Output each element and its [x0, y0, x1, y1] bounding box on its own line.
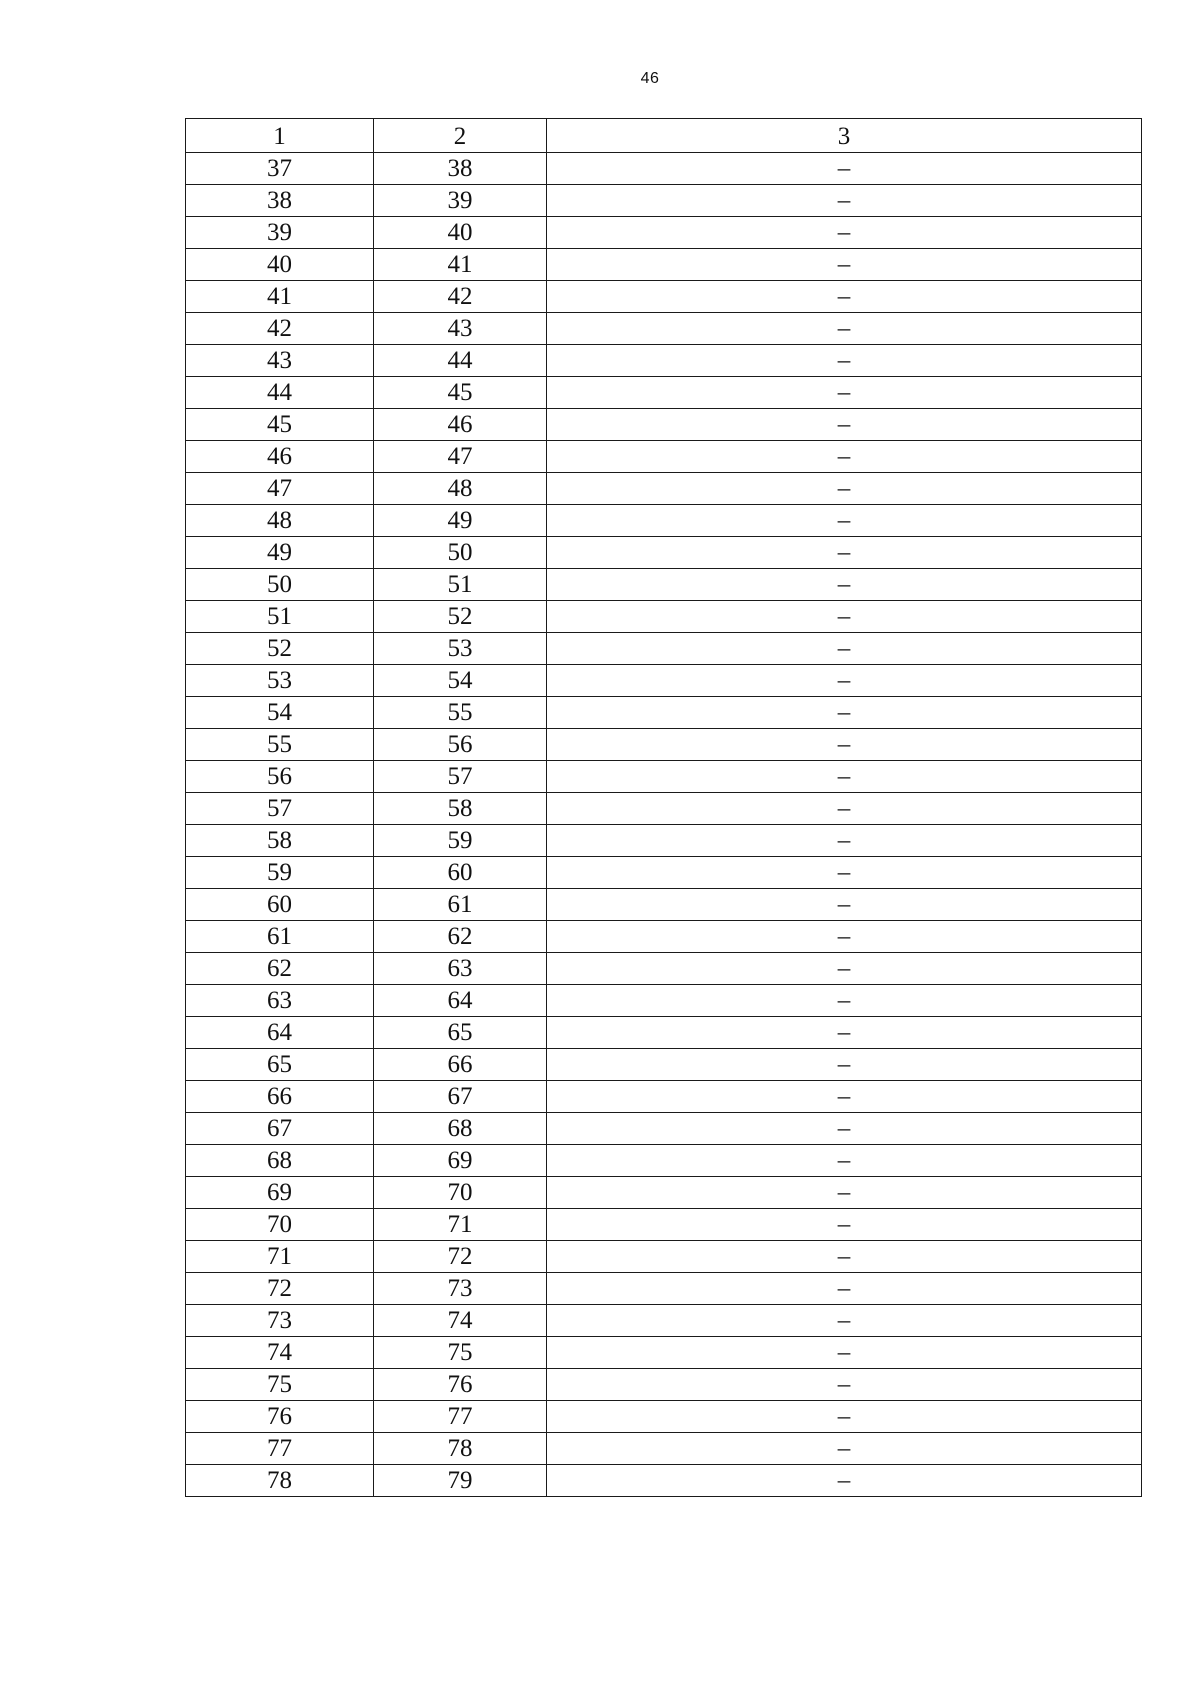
table-row [186, 281, 1142, 313]
cell-col-2: 62 [374, 921, 547, 953]
cell-col-2: 45 [374, 377, 547, 409]
table-row [186, 377, 1142, 409]
cell-col-1: 62 [186, 953, 374, 985]
column-header-3: 3 [547, 119, 1142, 153]
cell-col-2: 66 [374, 1049, 547, 1081]
cell-col-3: – [547, 793, 1142, 825]
table-row [186, 665, 1142, 697]
table-row [186, 185, 1142, 217]
table-row [186, 313, 1142, 345]
table-row [186, 1177, 1142, 1209]
cell-col-1: 47 [186, 473, 374, 505]
cell-col-3: – [547, 665, 1142, 697]
cell-col-2: 42 [374, 281, 547, 313]
cell-col-1: 41 [186, 281, 374, 313]
cell-col-3: – [547, 569, 1142, 601]
cell-col-1: 43 [186, 345, 374, 377]
table-row [186, 505, 1142, 537]
cell-col-1: 48 [186, 505, 374, 537]
cell-col-1: 70 [186, 1209, 374, 1241]
table-row [186, 953, 1142, 985]
table-row [186, 1209, 1142, 1241]
cell-col-2: 76 [374, 1369, 547, 1401]
table-header-row [186, 119, 1142, 153]
cell-col-3: – [547, 1433, 1142, 1465]
cell-col-3: – [547, 1049, 1142, 1081]
data-table [185, 118, 1142, 1497]
cell-col-3: – [547, 1337, 1142, 1369]
table-row [186, 1081, 1142, 1113]
cell-col-3: – [547, 1305, 1142, 1337]
cell-col-3: – [547, 1241, 1142, 1273]
cell-col-2: 70 [374, 1177, 547, 1209]
cell-col-2: 68 [374, 1113, 547, 1145]
cell-col-2: 73 [374, 1273, 547, 1305]
cell-col-1: 60 [186, 889, 374, 921]
cell-col-2: 69 [374, 1145, 547, 1177]
cell-col-3: – [547, 217, 1142, 249]
table-row [186, 1401, 1142, 1433]
cell-col-1: 72 [186, 1273, 374, 1305]
cell-col-1: 75 [186, 1369, 374, 1401]
cell-col-2: 39 [374, 185, 547, 217]
cell-col-3: – [547, 1177, 1142, 1209]
table-row [186, 217, 1142, 249]
table-row [186, 921, 1142, 953]
cell-col-1: 57 [186, 793, 374, 825]
cell-col-1: 49 [186, 537, 374, 569]
cell-col-3: – [547, 441, 1142, 473]
cell-col-2: 50 [374, 537, 547, 569]
cell-col-3: – [547, 345, 1142, 377]
table-body [186, 153, 1142, 1497]
cell-col-1: 63 [186, 985, 374, 1017]
cell-col-2: 49 [374, 505, 547, 537]
cell-col-2: 64 [374, 985, 547, 1017]
table-row [186, 1049, 1142, 1081]
table-row [186, 793, 1142, 825]
table-row [186, 441, 1142, 473]
cell-col-1: 45 [186, 409, 374, 441]
table-row [186, 1145, 1142, 1177]
cell-col-2: 55 [374, 697, 547, 729]
table-row [186, 985, 1142, 1017]
cell-col-2: 43 [374, 313, 547, 345]
table-row [186, 1273, 1142, 1305]
cell-col-2: 52 [374, 601, 547, 633]
page-number: 46 [640, 70, 660, 87]
cell-col-1: 65 [186, 1049, 374, 1081]
cell-col-1: 56 [186, 761, 374, 793]
cell-col-1: 40 [186, 249, 374, 281]
cell-col-1: 76 [186, 1401, 374, 1433]
cell-col-3: – [547, 697, 1142, 729]
column-header-1: 1 [186, 119, 374, 153]
table-row [186, 633, 1142, 665]
table-row [186, 1305, 1142, 1337]
table-row [186, 601, 1142, 633]
table-row [186, 409, 1142, 441]
table-row [186, 1369, 1142, 1401]
table-row [186, 345, 1142, 377]
table-row [186, 537, 1142, 569]
cell-col-2: 75 [374, 1337, 547, 1369]
table-row [186, 473, 1142, 505]
cell-col-1: 54 [186, 697, 374, 729]
cell-col-3: – [547, 1081, 1142, 1113]
table-row [186, 1337, 1142, 1369]
table-row [186, 1017, 1142, 1049]
table-row [186, 729, 1142, 761]
cell-col-1: 51 [186, 601, 374, 633]
cell-col-3: – [547, 985, 1142, 1017]
column-header-2: 2 [374, 119, 547, 153]
cell-col-3: – [547, 153, 1142, 185]
cell-col-1: 71 [186, 1241, 374, 1273]
cell-col-2: 54 [374, 665, 547, 697]
cell-col-3: – [547, 601, 1142, 633]
cell-col-2: 61 [374, 889, 547, 921]
cell-col-2: 44 [374, 345, 547, 377]
cell-col-1: 64 [186, 1017, 374, 1049]
cell-col-1: 78 [186, 1465, 374, 1497]
table-row [186, 249, 1142, 281]
cell-col-1: 61 [186, 921, 374, 953]
table-row [186, 697, 1142, 729]
cell-col-1: 44 [186, 377, 374, 409]
cell-col-1: 37 [186, 153, 374, 185]
cell-col-3: – [547, 761, 1142, 793]
cell-col-2: 41 [374, 249, 547, 281]
cell-col-1: 66 [186, 1081, 374, 1113]
cell-col-2: 63 [374, 953, 547, 985]
cell-col-1: 39 [186, 217, 374, 249]
cell-col-3: – [547, 1209, 1142, 1241]
cell-col-1: 68 [186, 1145, 374, 1177]
cell-col-3: – [547, 249, 1142, 281]
cell-col-2: 47 [374, 441, 547, 473]
cell-col-3: – [547, 1465, 1142, 1497]
cell-col-2: 46 [374, 409, 547, 441]
table-row [186, 761, 1142, 793]
cell-col-1: 50 [186, 569, 374, 601]
cell-col-2: 38 [374, 153, 547, 185]
cell-col-3: – [547, 537, 1142, 569]
cell-col-1: 55 [186, 729, 374, 761]
table-row [186, 1113, 1142, 1145]
cell-col-2: 57 [374, 761, 547, 793]
cell-col-2: 48 [374, 473, 547, 505]
cell-col-3: – [547, 473, 1142, 505]
cell-col-3: – [547, 409, 1142, 441]
cell-col-2: 40 [374, 217, 547, 249]
cell-col-1: 59 [186, 857, 374, 889]
cell-col-2: 77 [374, 1401, 547, 1433]
table-row [186, 857, 1142, 889]
cell-col-1: 46 [186, 441, 374, 473]
cell-col-3: – [547, 281, 1142, 313]
cell-col-2: 51 [374, 569, 547, 601]
cell-col-3: – [547, 185, 1142, 217]
cell-col-2: 56 [374, 729, 547, 761]
table-row [186, 889, 1142, 921]
cell-col-1: 38 [186, 185, 374, 217]
cell-col-1: 73 [186, 1305, 374, 1337]
cell-col-3: – [547, 505, 1142, 537]
table-row [186, 825, 1142, 857]
cell-col-3: – [547, 313, 1142, 345]
cell-col-3: – [547, 857, 1142, 889]
cell-col-2: 58 [374, 793, 547, 825]
cell-col-2: 74 [374, 1305, 547, 1337]
cell-col-3: – [547, 1273, 1142, 1305]
cell-col-2: 78 [374, 1433, 547, 1465]
cell-col-1: 74 [186, 1337, 374, 1369]
cell-col-1: 53 [186, 665, 374, 697]
table-row [186, 1433, 1142, 1465]
table-row [186, 1465, 1142, 1497]
cell-col-1: 42 [186, 313, 374, 345]
cell-col-2: 59 [374, 825, 547, 857]
cell-col-2: 79 [374, 1465, 547, 1497]
cell-col-1: 67 [186, 1113, 374, 1145]
cell-col-3: – [547, 1113, 1142, 1145]
cell-col-3: – [547, 825, 1142, 857]
cell-col-3: – [547, 921, 1142, 953]
cell-col-3: – [547, 1145, 1142, 1177]
table-row [186, 1241, 1142, 1273]
cell-col-1: 52 [186, 633, 374, 665]
cell-col-1: 58 [186, 825, 374, 857]
cell-col-1: 69 [186, 1177, 374, 1209]
cell-col-2: 65 [374, 1017, 547, 1049]
cell-col-3: – [547, 1017, 1142, 1049]
cell-col-3: – [547, 377, 1142, 409]
cell-col-2: 67 [374, 1081, 547, 1113]
cell-col-2: 53 [374, 633, 547, 665]
cell-col-3: – [547, 889, 1142, 921]
table-row [186, 569, 1142, 601]
cell-col-1: 77 [186, 1433, 374, 1465]
cell-col-3: – [547, 633, 1142, 665]
cell-col-3: – [547, 729, 1142, 761]
cell-col-2: 60 [374, 857, 547, 889]
table-row [186, 153, 1142, 185]
cell-col-2: 72 [374, 1241, 547, 1273]
cell-col-2: 71 [374, 1209, 547, 1241]
cell-col-3: – [547, 953, 1142, 985]
cell-col-3: – [547, 1401, 1142, 1433]
cell-col-3: – [547, 1369, 1142, 1401]
